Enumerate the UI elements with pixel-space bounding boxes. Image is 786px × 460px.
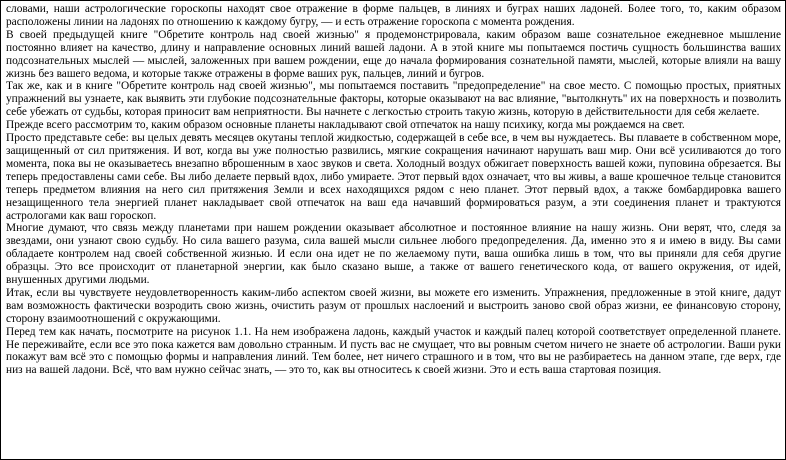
document-text [6, 3, 781, 377]
paragraph-5: Просто представьте себе: вы целых девять месяцев окутаны теплой жидкостью, содержащей в себе все, в чем вы нуждаетесь. Вы плаваете в собственном море, защищенный от сил притяжения. И вот, когда вы уже полностью развились, мягкие сокращения начинают нарушать ваш мир. Они всё усиливаются до того момента, пока вы не оказываетесь внезапно вброшенным в хаос звуков и света. Холодный воздух обжигает поверхность вашей кожи, пуповина обрезается. Вы теперь предоставлены сами себе. Вы либо делаете первый вдох, либо умираете. Этот первый вдох означает, что вы живы, а ваше крошечное тельце становится теперь предметом влияния на него сил притяжения Земли и всех находящихся рядом с нею планет. Этот первый вдох, а также бомбардировка вашего незащищенного тела энергией планет накладывает свой отпечаток на ваш еда начавший формироваться разум, а эти соединения планет и трактуются астрологами как ваш гороскоп. [6, 132, 781, 222]
paragraph-8: Перед тем как начать, посмотрите на рисунок 1.1. На нем изображена ладонь, каждый участок и каждый палец которой соответствует определенной планете. Не переживайте, если все это пока кажется вам довольно странным. И пусть вас не смущает, что вы ровным счетом ничего не знаете об астрологии. Ваши руки покажут вам всё это с помощью формы и направления линий. Тем более, нет ничего страшного и в том, что вы не разбираетесь на данном этапе, где верх, где низ на вашей ладони. Всё, что вам нужно сейчас знать, — это то, как вы относитесь к своей жизни. Это и есть ваша стартовая позиция. [6, 325, 781, 377]
paragraph-6: Многие думают, что связь между планетами при нашем рождении оказывает абсолютное и постоянное влияние на нашу жизнь. Они верят, что, следя за звездами, они узнают свою судьбу. Но сила вашего разума, сила вашей мысли сильнее любого предопределения. Да, именно это я и имею в виду. Вы сами обладаете контролем над своей собственной жизнью. И если она идет не по желаемому пути, ваша ошибка лишь в том, что вы приняли для себя другие образцы. Это все происходит от планетарной энергии, как было сказано выше, а также от вашего генетического кода, от вашего окружения, от идей, внушенных другими людьми. [6, 222, 781, 287]
paragraph-7: Итак, если вы чувствуете неудовлетворенность каким-либо аспектом своей жизни, вы можете его изменить. Упражнения, предложенные в этой книге, дадут вам возможность фактически возродить свою жизнь, очистить разум от прошлых наслоений и выстроить заново свой образ жизни, ее финансовую сторону, сторону взаимоотношений с окружающими. [6, 286, 781, 325]
paragraph-2: В своей предыдущей книге "Обретите контроль над своей жизнью" я продемонстрировала, каким образом ваше сознательное ежедневное мышление постоянно влияет на качество, длину и направление основных линий вашей ладони. А в этой книге мы попытаемся постичь сущность большинства ваших подсознательных мыслей — мыслей, заложенных при вашем рождении, еще до начала формирования сознательной памяти, мыслей, которые влияли на вашу жизнь без вашего ведома, и которые также отражены в форме ваших рук, пальцев, линий и бугров. [6, 28, 781, 80]
paragraph-4: Прежде всего рассмотрим то, каким образом основные планеты накладывают свой отпечаток на нашу психику, когда мы рождаемся на свет. [6, 119, 685, 132]
paragraph-1: словами, наши астрологические гороскопы находят свое отражение в форме пальцев, в линиях и буграх наших ладоней. Более того, то, каким образом расположены линии на ладонях по отношению к каждому бугру, — и есть отражение гороскопа с момента рождения. [6, 3, 781, 28]
paragraph-3: Так же, как и в книге "Обретите контроль над своей жизнью", мы попытаемся поставить "предопределение" на свое место. С помощью простых, приятных упражнений вы узнаете, как выявить эти глубокие подсознательные факторы, которые оказывают на вас влияние, "вытолкнуть" их на поверхность и позволить себе убежать от судьбы, которая приносит вам неприятности. Вы начнете с легкостью строить такую жизнь, которую в действительности для себя желаете. [6, 80, 781, 119]
